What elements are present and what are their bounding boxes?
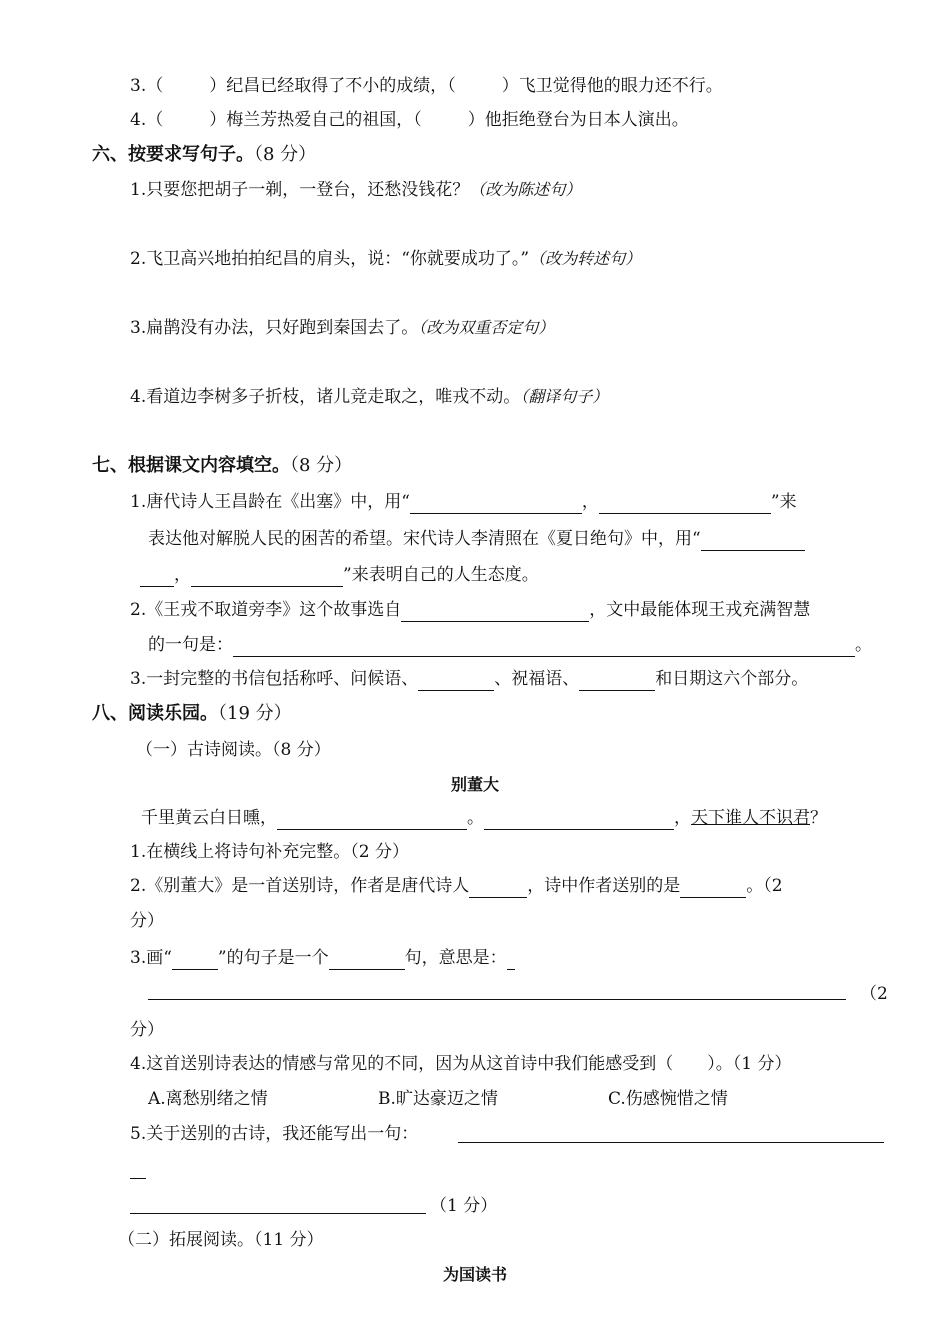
sec6-item-1: 1.只要您把胡子一剃，一登台，还愁没钱花？（改为陈述句） <box>130 180 582 200</box>
answer-blank[interactable] <box>172 951 218 970</box>
sec5-q3: 3.（ ）纪昌已经取得了不小的成绩，（ ）飞卫觉得他的眼力还不行。 <box>130 76 723 96</box>
sec8-q4: 4.这首送别诗表达的情感与常见的不同，因为从这首诗中我们能感受到（ ）。（1 分） <box>130 1054 792 1074</box>
section-7-heading: 七、根据课文内容填空。（8 分） <box>92 455 353 476</box>
answer-line[interactable] <box>458 1142 884 1143</box>
part-2-heading: （二）拓展阅读。（11 分） <box>118 1230 324 1250</box>
sec6-item-4: 4.看道边李树多子折枝，诸儿竞走取之，唯戎不动。（翻译句子） <box>130 387 609 407</box>
sec8-q5: 5.关于送别的古诗，我还能写出一句： <box>130 1124 419 1144</box>
sec7-q3: 3.一封完整的书信包括称呼、问候语、 、祝福语、 和日期这六个部分。 <box>130 669 809 689</box>
reading-title: 为国读书 <box>442 1265 507 1284</box>
answer-blank[interactable] <box>701 532 805 551</box>
answer-blank[interactable] <box>469 879 527 898</box>
answer-blank[interactable] <box>507 951 515 970</box>
answer-blank[interactable] <box>418 672 494 691</box>
answer-blank[interactable] <box>484 811 674 830</box>
sec8-q1: 1.在横线上将诗句补充完整。（2 分） <box>130 842 409 862</box>
sec8-q3-line3: 分） <box>130 1020 164 1040</box>
sec8-q3-line1: 3.画“ ”的句子是一个 句，意思是： <box>130 946 515 970</box>
sec7-q1-line1: 1.唐代诗人王昌龄在《出塞》中，用“ ， ”来 <box>130 492 797 512</box>
answer-blank[interactable] <box>191 568 343 587</box>
answer-blank[interactable] <box>579 672 655 691</box>
answer-blank[interactable] <box>233 638 855 657</box>
sec7-q2-line1: 2.《王戎不取道旁李》这个故事选自 ，文中最能体现王戎充满智慧 <box>130 600 811 620</box>
option-a[interactable]: A.离愁别绪之情 <box>148 1089 268 1109</box>
sec8-q5-score: （1 分） <box>430 1196 498 1216</box>
answer-line[interactable] <box>130 1178 146 1179</box>
option-b[interactable]: B.旷达豪迈之情 <box>378 1089 498 1109</box>
answer-blank[interactable] <box>140 568 174 587</box>
sec7-q1-line3: ， ”来表明自己的人生态度。 <box>140 563 539 587</box>
sec6-item-2: 2.飞卫高兴地拍拍纪昌的肩头，说：“你就要成功了。”（改为转述句） <box>130 249 642 269</box>
sec7-q1-line2: 表达他对解脱人民的困苦的希望。宋代诗人李清照在《夏日绝句》中，用“ <box>148 527 805 551</box>
answer-blank[interactable] <box>277 811 467 830</box>
sec6-item-3: 3.扁鹊没有办法，只好跑到秦国去了。（改为双重否定句） <box>130 318 555 338</box>
answer-blank[interactable] <box>401 603 589 622</box>
part-1-heading: （一）古诗阅读。（8 分） <box>136 740 331 760</box>
answer-blank[interactable] <box>410 495 582 514</box>
sec8-q2-line2: 分） <box>130 911 164 931</box>
answer-blank[interactable] <box>680 879 746 898</box>
section-6-heading: 六、按要求写句子。（8 分） <box>92 144 317 165</box>
poem-text: 千里黄云白日曛， 。 ，天下谁人不识君？ <box>141 808 827 828</box>
answer-blank[interactable] <box>599 495 771 514</box>
sec5-q4: 4.（ ）梅兰芳热爱自己的祖国，（ ）他拒绝登台为日本人演出。 <box>130 110 689 130</box>
poem-title: 别董大 <box>450 775 499 794</box>
answer-blank[interactable] <box>329 951 405 970</box>
sec8-q3-score: （2 <box>860 984 888 1004</box>
option-c[interactable]: C.伤感惋惜之情 <box>608 1089 728 1109</box>
sec7-q2-line2: 的一句是： 。 <box>148 635 872 655</box>
answer-line[interactable] <box>130 1213 426 1214</box>
section-8-heading: 八、阅读乐园。（19 分） <box>92 703 292 724</box>
sec8-q2-line1: 2.《别董大》是一首送别诗，作者是唐代诗人 ，诗中作者送别的是 。（2 <box>130 876 783 896</box>
answer-line[interactable] <box>148 999 846 1000</box>
